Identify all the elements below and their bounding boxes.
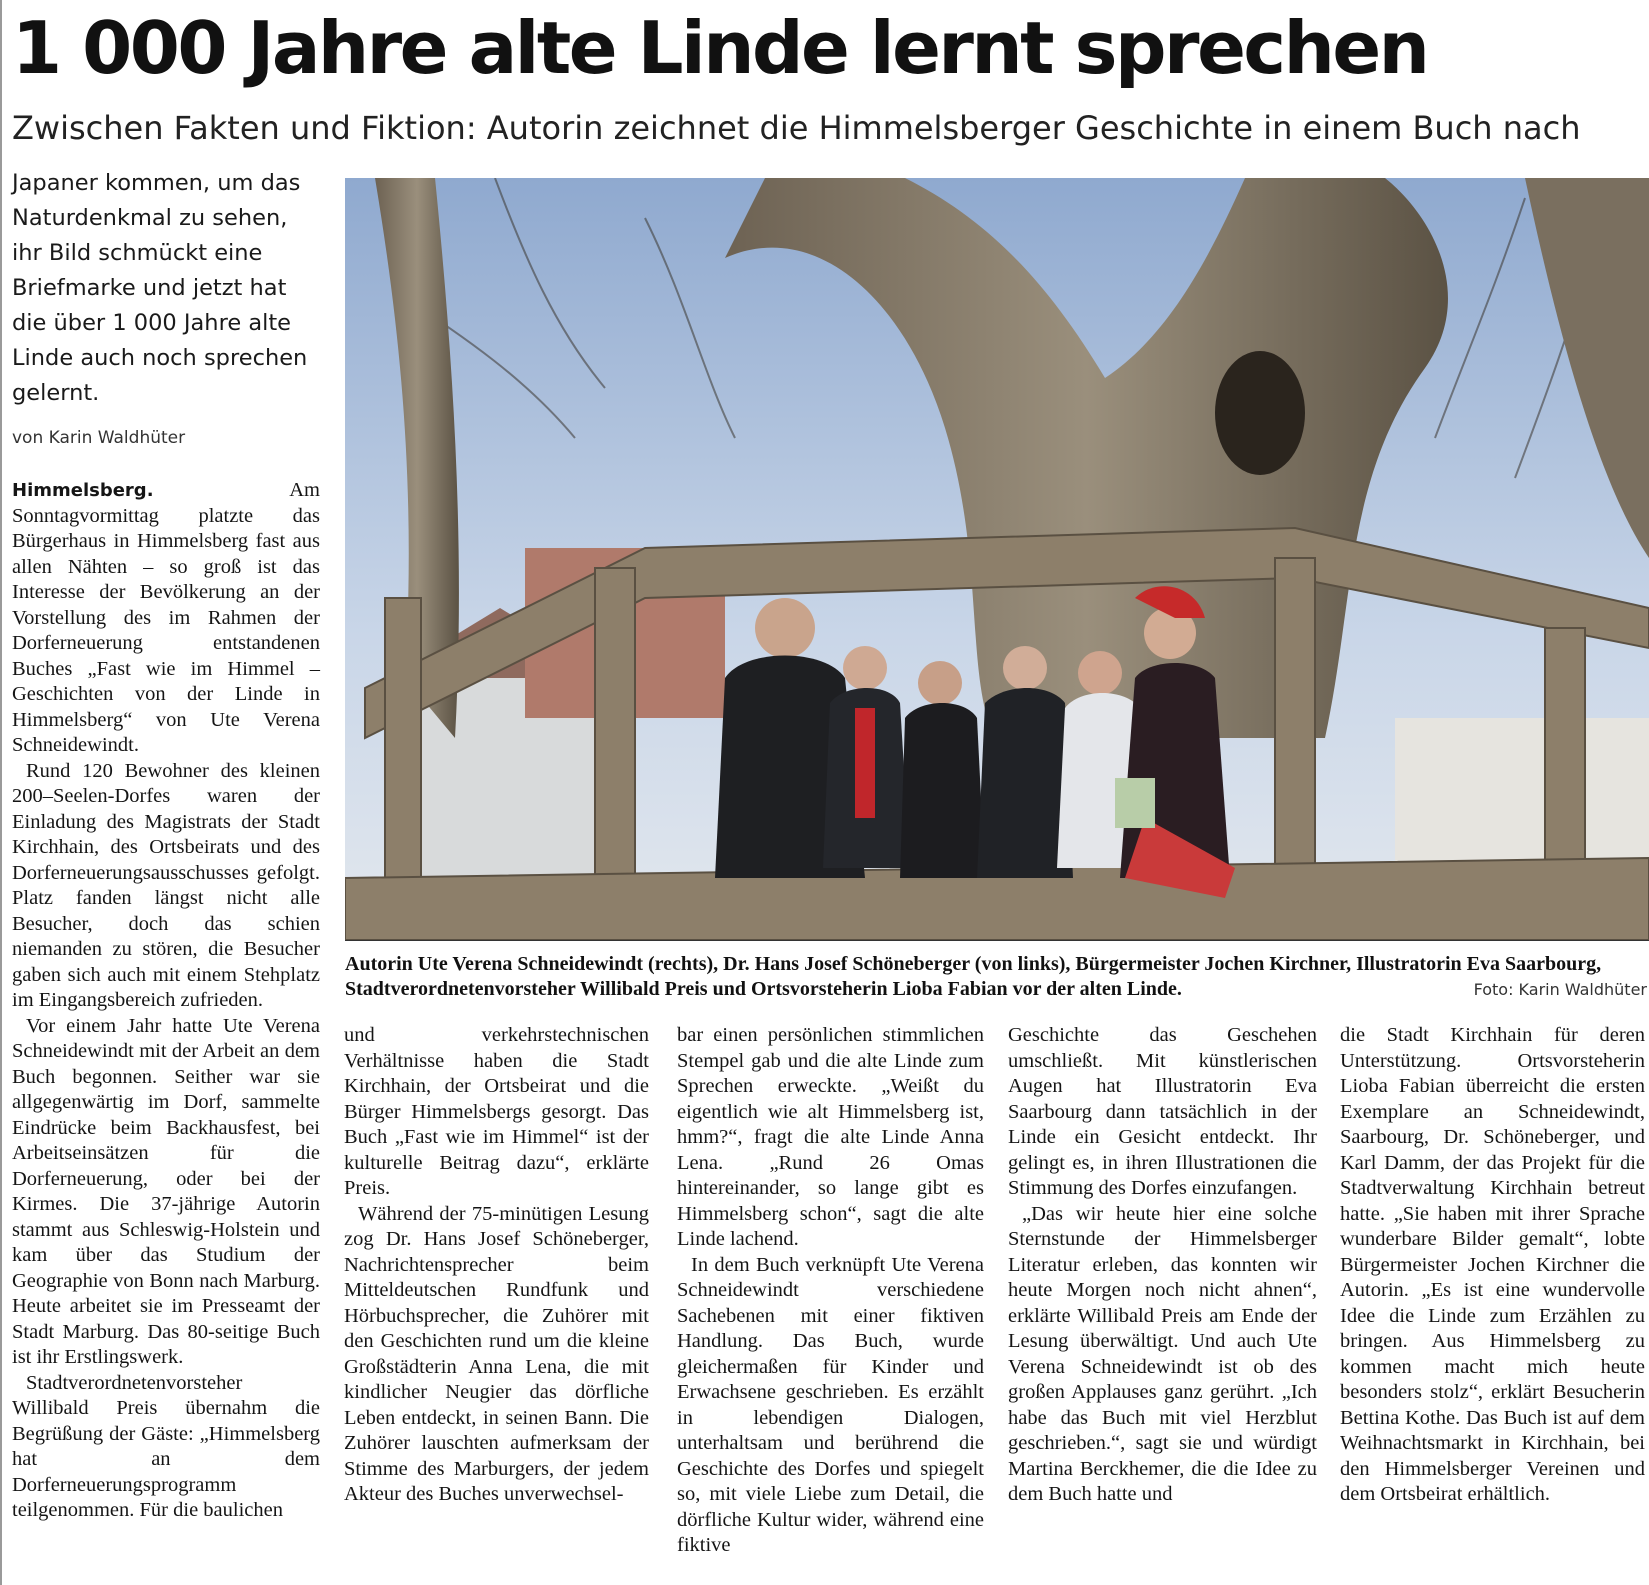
article-column-2 bbox=[344, 1023, 649, 1508]
article-column-3 bbox=[677, 1023, 984, 1559]
article-byline: von Karin Waldhüter bbox=[12, 428, 186, 448]
article-paragraph: Rund 120 Bewohner des kleinen 200–Seelen-Dorfes waren der Einladung des Magistrats der Stadt Kirchhain, des Ortsbeirats und des Dorferneuerungsausschusses gefolgt. Platz fanden längst nicht alle Besucher, doch das schien niemanden zu stören, die Besucher gaben sich auch mit einem Stehplatz im Eingangsbereich zufrieden. bbox=[12, 759, 320, 1011]
article-paragraph: „Das wir heute hier eine solche Sternstunde der Himmelsberger Literatur erleben, das konnten wir heute Morgen noch nicht ahnen“, erklärte Willibald Preis am Ende der Lesung überwältigt. Und auch Ute Verena Schneidewindt ist ob des großen Applauses ganz gerührt. „Ich habe das Buch mit viel Herzblut geschrieben.“, sagt sie und würdigt Martina Berckhemer, die die Idee zu dem Buch hatte und bbox=[1008, 1202, 1317, 1505]
photo-credit: Foto: Karin Waldhüter bbox=[1473, 980, 1647, 999]
article-paragraph: In dem Buch verknüpft Ute Verena Schneidewindt verschiedene Sachebenen mit einer fiktiven Handlung. Das Buch, wurde gleichermaßen für Kinder und Erwachsene geschrieben. Es erzählt in lebendigen Dialogen, unterhaltsam und berührend die Geschichte des Dorfes und spiegelt so, mit viele Liebe zum Detail, die dörfliche Kultur wider, während eine fiktive bbox=[677, 1253, 984, 1556]
article-paragraph: die Stadt Kirchhain für deren Unterstützung. Ortsvorsteherin Lioba Fabian überreicht die ersten Exemplare an Schneidewindt, Saarbourg, Dr. Schöneberger, und Karl Damm, der das Projekt für die Stadtverwaltung Kirchhain betreut hatte. „Sie haben mit ihrer Sprache wunderbare Bilder gemalt“, lobte Bürgermeister Jochen Kirchner die Autorin. „Es ist eine wundervolle Idee die Linde zum Erzählen zu bringen. Aus Himmelsberg zu kommen macht mich heute besonders stolz“, erklärt Besucherin Bettina Kothe. Das Buch ist auf dem Weihnachtsmarkt in Kirchhain, bei den Himmelsberger Vereinen und dem Ortsbeirat erhältlich. bbox=[1340, 1024, 1645, 1505]
article-paragraph: Vor einem Jahr hatte Ute Verena Schneidewindt mit der Arbeit an dem Buch begonnen. Seither war sie allgegenwärtig im Dorf, sammelte Eindrücke beim Backhausfest, bei Arbeitseinsätzen für die Dorferneuerung, oder bei der Kirmes. Die 37-jährige Autorin stammt aus Schleswig-Holstein und kam über das Studium der Geographie von Bonn nach Marburg. Heute arbeitet sie im Presseamt der Stadt Marburg. Das 80-seitige Buch ist ihr Erstlingswerk. bbox=[12, 1014, 320, 1368]
article-column-1 bbox=[12, 478, 320, 1524]
article-dateline: Himmelsberg. bbox=[12, 480, 154, 501]
article-column-4 bbox=[1008, 1023, 1317, 1508]
article-headline: 1 000 Jahre alte Linde lernt sprechen bbox=[12, 6, 1428, 90]
article-paragraph: und verkehrstechnischen Verhältnisse haben die Stadt Kirchhain, der Ortsbeirat und die Bürger Himmelsbergs gesorgt. Das Buch „Fast wie im Himmel“ ist der kulturelle Beitrag dazu“, erklärte Preis. bbox=[344, 1024, 649, 1199]
article-lead: Japaner kommen, um das Naturdenkmal zu sehen, ihr Bild schmückt eine Briefmarke und jetzt hat die über 1 000 Jahre alte Linde auch noch sprechen gelernt. bbox=[12, 170, 308, 406]
article-paragraph bbox=[12, 478, 320, 759]
article-photo bbox=[345, 178, 1649, 941]
photo-caption: Autorin Ute Verena Schneidewindt (rechts), Dr. Hans Josef Schöneberger (von links), Bürgermeister Jochen Kirchner, Illustratorin Eva Saarbourg, Stadtverordnetenvorsteher Willibald Preis und Ortsvorsteherin Lioba Fabian vor der alten Linde. bbox=[345, 953, 1602, 1000]
article-subheadline: Zwischen Fakten und Fiktion: Autorin zeichnet die Himmelsberger Geschichte in einem Buch nach bbox=[12, 109, 1581, 147]
article-paragraph: Stadtverordnetenvorsteher Willibald Preis übernahm die Begrüßung der Gäste: „Himmelsberg hat an dem Dorferneuerungsprogramm teilgenommen. Für die baulichen bbox=[12, 1371, 320, 1521]
article-column-5 bbox=[1340, 1023, 1645, 1508]
photo-illustration bbox=[345, 178, 1649, 940]
page-left-rule bbox=[0, 0, 2, 1585]
article-paragraph: Während der 75-minütigen Lesung zog Dr. Hans Josef Schöneberger, Nachrichtensprecher beim Mitteldeutschen Rundfunk und Hörbuchsprecher, die Zuhörer mit den Geschichten rund um die kleine Großstädterin Anna Lena, die mit kindlicher Neugier das dörfliche Leben entdeckt, in seinen Bann. Die Zuhörer lauschten aufmerksam der Stimme des Marburgers, der jedem Akteur des Buches unverwechsel- bbox=[344, 1202, 649, 1505]
article-paragraph: bar einen persönlichen stimmlichen Stempel gab und die alte Linde zum Sprechen erweckte. „Weißt du eigentlich wie alt Himmelsberg ist, hmm?“, fragt die alte Linde Anna Lena. „Rund 26 Omas hintereinander, so lange gibt es Himmelsberg schon“, sagt die alte Linde lachend. bbox=[677, 1024, 984, 1250]
paragraph-text: Am Sonntagvormittag platzte das Bürgerhaus in Himmelsberg fast aus allen Nähten – so groß ist das Interesse der Bevölkerung an der Vorstellung des im Rahmen der Dorferneuerung entstandenen Buches „Fast wie im Himmel – Geschichten von der Linde in Himmelsberg“ von Ute Verena Schneidewindt. bbox=[12, 479, 320, 756]
article-paragraph: Geschichte das Geschehen umschließt. Mit künstlerischen Augen hat Illustratorin Eva Saarbourg dann tatsächlich in der Linde ein Gesicht entdeckt. Ihr gelingt es, in ihren Illustrationen die Stimmung des Dorfes einzufangen. bbox=[1008, 1024, 1317, 1199]
